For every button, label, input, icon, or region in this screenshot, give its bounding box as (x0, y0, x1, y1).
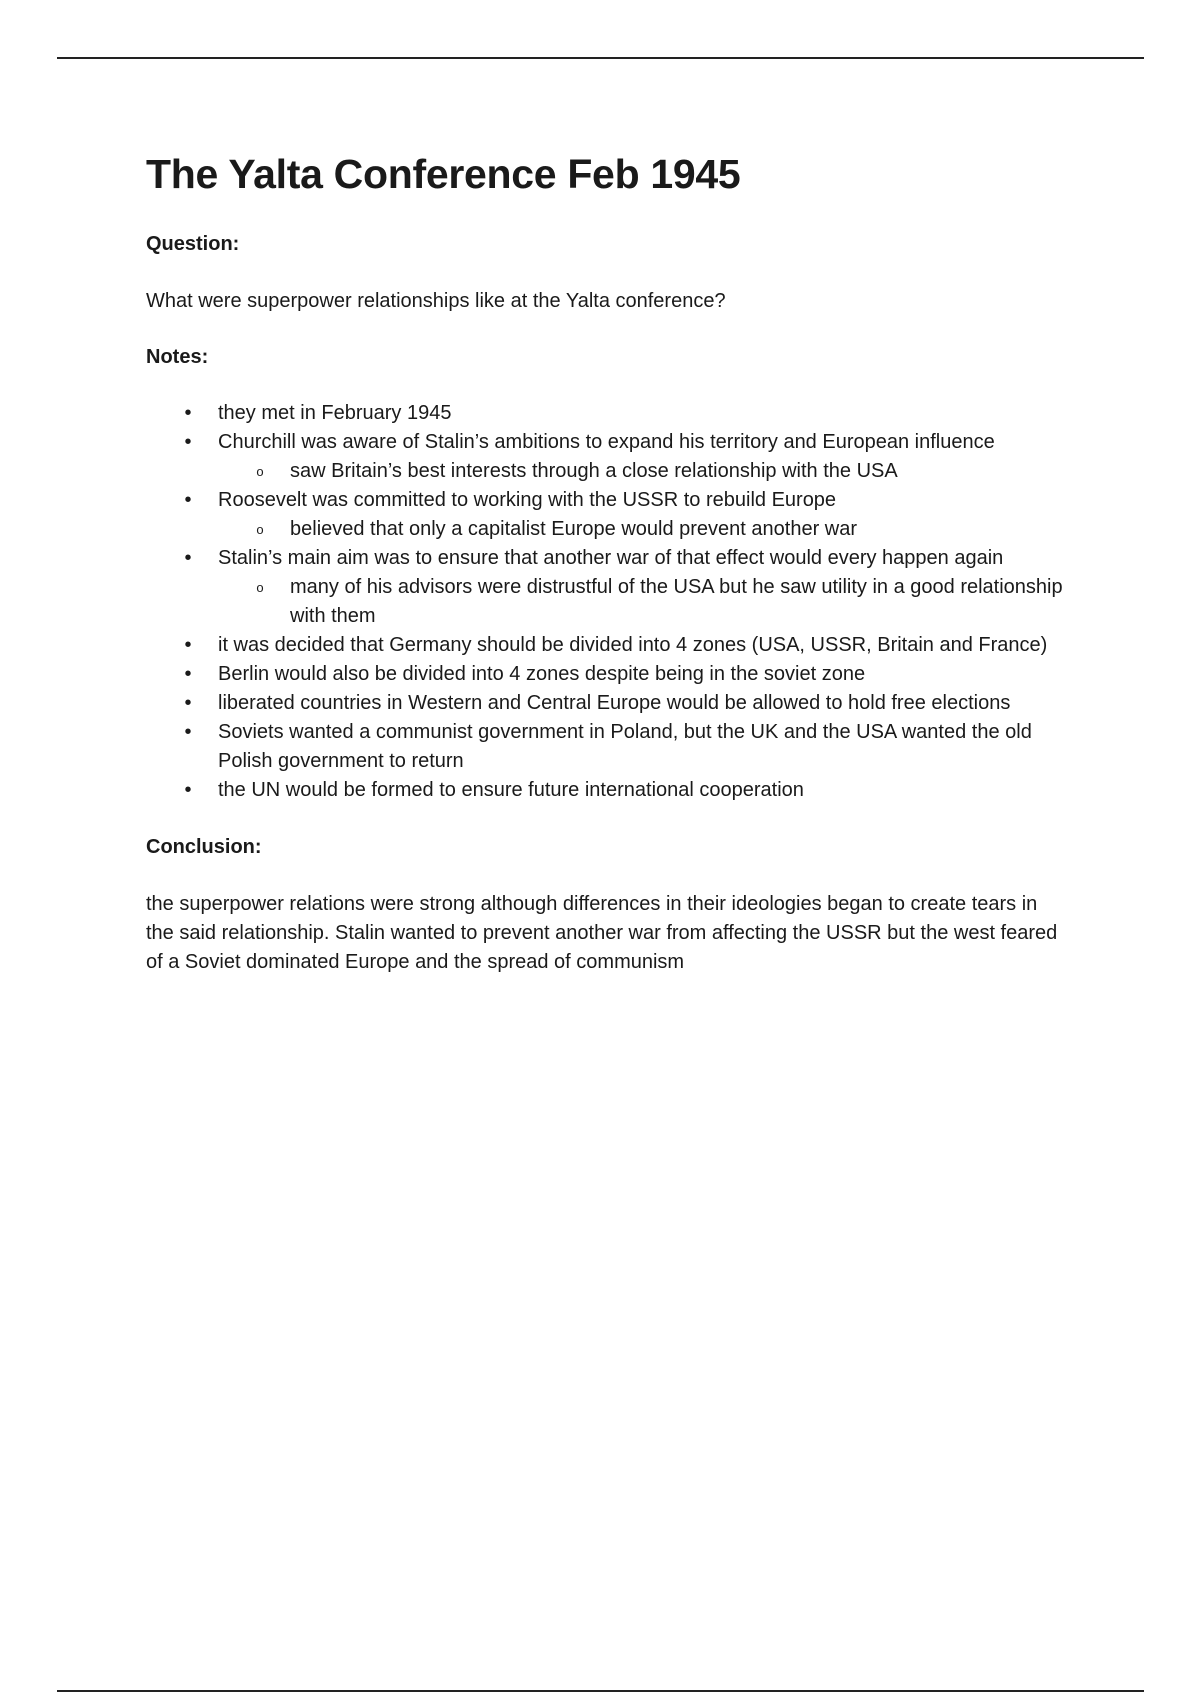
sub-notes-list (218, 515, 1066, 544)
sub-note-item (218, 573, 1066, 631)
bottom-rule (57, 1690, 1144, 1692)
conclusion-label: Conclusion: (146, 836, 262, 858)
bullet-icon: • (184, 692, 192, 714)
note-text: Roosevelt was committed to working with the USSR to rebuild Europe (218, 489, 837, 511)
note-text: Stalin’s main aim was to ensure that another war of that effect would every happen again (218, 547, 1004, 569)
bullet-icon: • (184, 547, 192, 569)
question-label: Question: (146, 233, 240, 255)
note-text: it was decided that Germany should be divided into 4 zones (USA, USSR, Britain and France) (218, 634, 1048, 656)
note-item (146, 776, 1066, 805)
note-item (146, 631, 1066, 660)
sub-notes-list (218, 573, 1066, 631)
document-body (146, 148, 1066, 977)
bullet-icon: • (184, 431, 192, 453)
note-text: liberated countries in Western and Central Europe would be allowed to hold free elections (218, 692, 1011, 714)
note-text: they met in February 1945 (218, 402, 452, 424)
note-item (146, 486, 1066, 544)
bullet-icon: • (184, 663, 192, 685)
notes-label: Notes: (146, 346, 209, 368)
note-text: Berlin would also be divided into 4 zones despite being in the soviet zone (218, 663, 866, 685)
bullet-icon: • (184, 779, 192, 801)
sub-notes-list (218, 457, 1066, 486)
circle-bullet-icon: o (256, 464, 264, 479)
sub-note-text: saw Britain’s best interests through a close relationship with the USA (290, 460, 898, 482)
note-text: Soviets wanted a communist government in Poland, but the UK and the USA wanted the old Polish government to return (218, 721, 1032, 772)
sub-note-item (218, 457, 1066, 486)
question-text: What were superpower relationships like at the Yalta conference? (146, 290, 726, 312)
conclusion-text: the superpower relations were strong although differences in their ideologies began to create tears in the said relationship. Stalin wanted to prevent another war from affecting the USSR but the west feared of a Soviet dominated Europe and the spread of communism (146, 893, 1058, 973)
top-rule (57, 57, 1144, 59)
bullet-icon: • (184, 402, 192, 424)
note-item (146, 718, 1066, 776)
document-title: The Yalta Conference Feb 1945 (146, 151, 741, 197)
note-item (146, 660, 1066, 689)
sub-note-item (218, 515, 1066, 544)
note-item (146, 399, 1066, 428)
sub-note-text: believed that only a capitalist Europe would prevent another war (290, 518, 858, 540)
notes-list (146, 399, 1066, 805)
note-item (146, 428, 1066, 486)
note-item (146, 544, 1066, 631)
bullet-icon: • (184, 489, 192, 511)
bullet-icon: • (184, 634, 192, 656)
circle-bullet-icon: o (256, 522, 264, 537)
sub-note-text: many of his advisors were distrustful of the USA but he saw utility in a good relationship with them (290, 576, 1063, 627)
circle-bullet-icon: o (256, 580, 264, 595)
note-text: the UN would be formed to ensure future international cooperation (218, 779, 804, 801)
note-item (146, 689, 1066, 718)
note-text: Churchill was aware of Stalin’s ambitions to expand his territory and European influence (218, 431, 995, 453)
bullet-icon: • (184, 721, 192, 743)
